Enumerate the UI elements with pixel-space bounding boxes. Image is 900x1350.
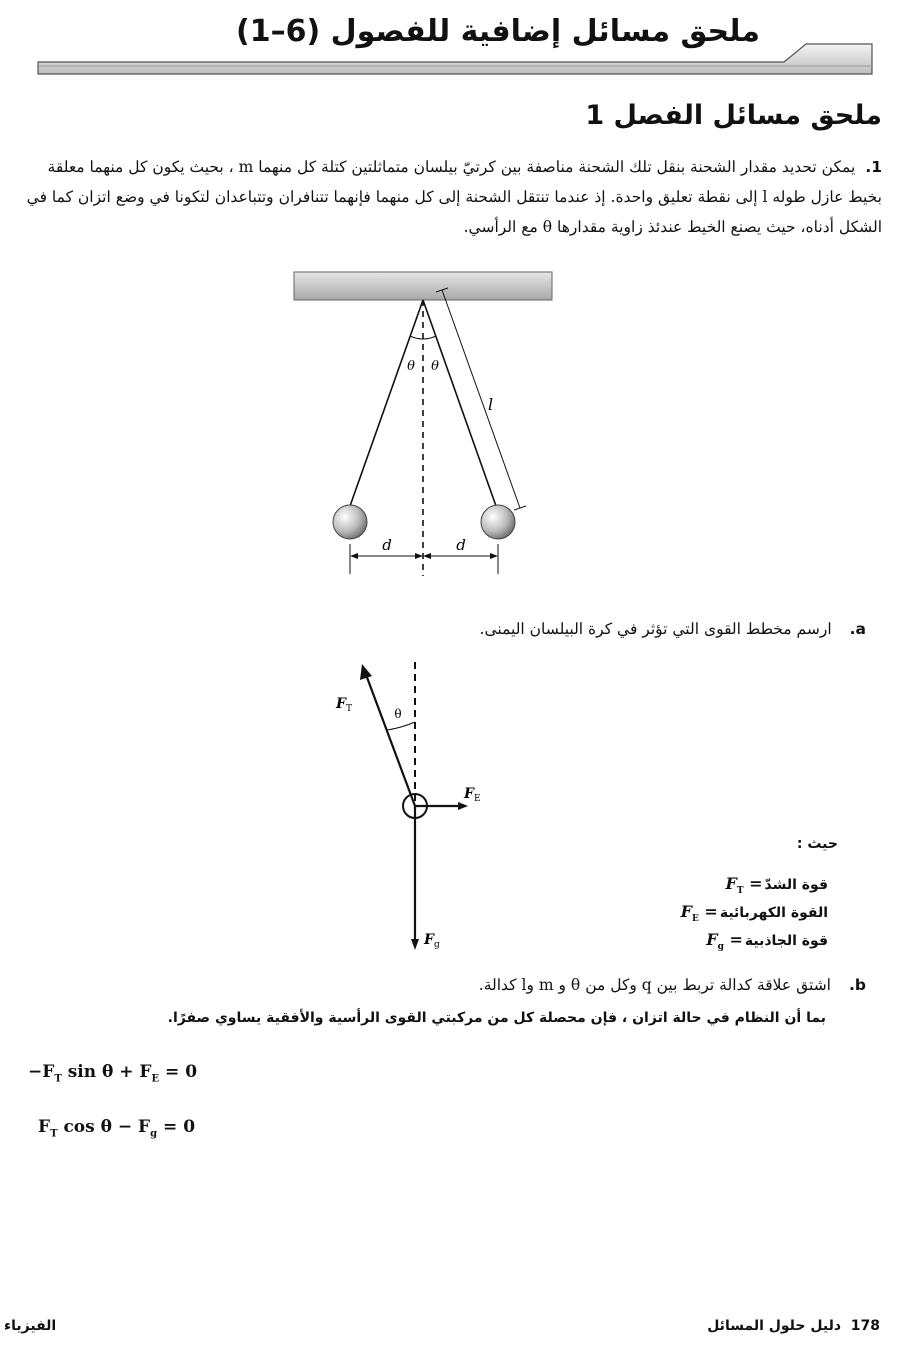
equation-horizontal-equilibrium: $-F_T$ $\sin \theta + F_E = 0$ (28, 1062, 198, 1085)
legend-label: القوة الكهربائية (719, 905, 828, 921)
legend-symbol: $F_E$ = (680, 901, 718, 925)
theta-left-label: θ (407, 359, 415, 374)
length-dimension-line (442, 290, 520, 508)
part-b-text: اشتق علاقة كدالة تربط بين q وكل من θ و m وl كدالة. (478, 976, 831, 994)
legend-row-electric (648, 900, 828, 926)
tension-force-arrow (365, 672, 415, 806)
equation-vertical-equilibrium: $F_T$ $\cos \theta - F_g = 0$ (38, 1117, 196, 1140)
part-a (480, 620, 866, 638)
header-banner (36, 40, 874, 80)
right-pith-ball (481, 505, 515, 539)
electric-force-label: $F_E$ (464, 786, 481, 804)
legend-symbol: $F_g$ = (706, 929, 743, 953)
footer-book-title: دليل حلول المسائل (707, 1318, 842, 1334)
solution-statement: بما أن النظام في حالة اتزان ، فإن محصلة كل من مركبتي القوى الرأسية والأفقية يساوي صفرًا. (167, 1010, 826, 1026)
theta-label: θ (394, 707, 402, 721)
problem-text: يمكن تحديد مقدار الشحنة بنقل تلك الشحنة مناصفة بين كرتيّ بيلسان متماثلتين كتلة كل منهما m ، بحيث يكون كل منهما معلقة بخيط عازل طوله l إلى نقطة تعليق واحدة. إذ عندما تنتقل الشحنة إلى كل منهما فإنهما تتنافران وتتباعدان لتكونا في وضع اتزان كما في الشكل أدناه، حيث يصنع الخيط عندئذ زاوية مقدارها θ مع الرأسي. (26, 158, 882, 236)
section-heading: ملحق مسائل الفصل 1 (585, 100, 882, 131)
part-b-letter: b. (849, 976, 866, 994)
problem-number: 1. (865, 158, 882, 176)
legend-symbol: $F_T$ = (725, 873, 763, 897)
footer-subject: الفيزياء (4, 1318, 57, 1334)
legend-row-tension (648, 872, 828, 898)
footer-page-info (707, 1318, 880, 1334)
part-a-text: ارسم مخطط القوى التي تؤثر في كرة البيلسان اليمنى. (479, 620, 832, 638)
ceiling (294, 272, 552, 300)
right-thread (423, 300, 496, 506)
page-header-title: ملحق مسائل إضافية للفصول (6–1) (236, 14, 760, 49)
theta-right-label: θ (431, 359, 439, 374)
length-label: l (488, 395, 494, 414)
legend-label: قوة الجاذبية (744, 933, 828, 949)
problem-statement (14, 152, 882, 242)
legend-row-gravity (648, 928, 828, 954)
legend-heading: حيث : (796, 836, 838, 852)
free-body-diagram (336, 656, 510, 956)
pith-balls-figure (284, 266, 564, 586)
gravity-force-label: $F_g$ (424, 932, 440, 950)
legend-label: قوة الشدّ (764, 877, 828, 893)
part-b (479, 976, 866, 994)
part-a-letter: a. (849, 620, 866, 638)
left-pith-ball (333, 505, 367, 539)
distance-left-label: d (382, 536, 392, 554)
distance-right-label: d (456, 536, 466, 554)
footer-page-number: 178 (850, 1318, 880, 1334)
left-thread (350, 300, 423, 506)
tension-force-label: $F_T$ (336, 696, 352, 714)
